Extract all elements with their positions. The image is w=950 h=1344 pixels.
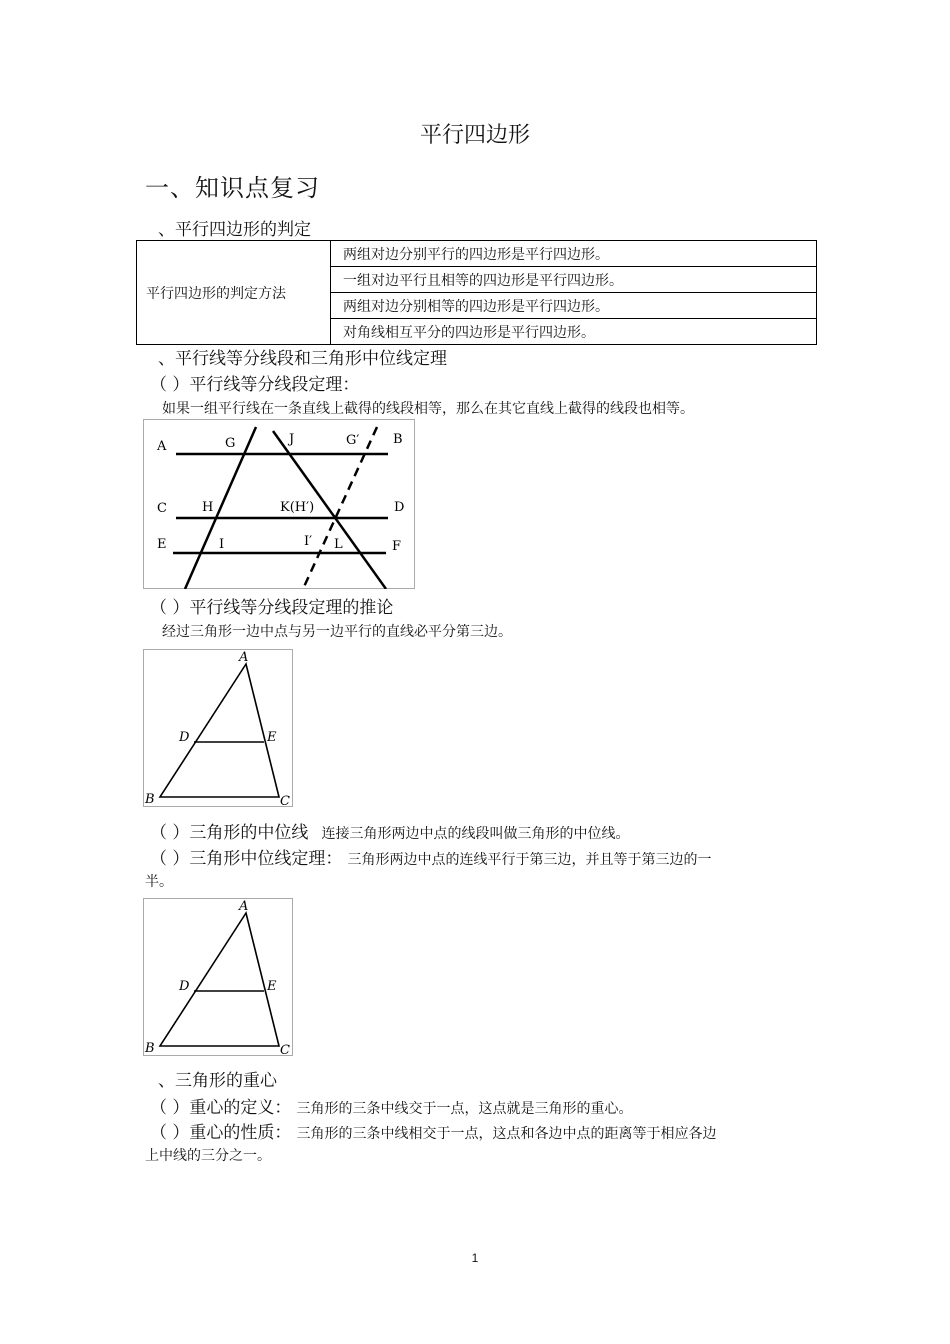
label-c: C [157, 501, 167, 516]
centroid-prop-text-cont: 上中线的三分之一。 [145, 1148, 271, 1164]
label-k: K(H′) [280, 500, 315, 515]
triangle-figure-1 [143, 649, 293, 807]
midline-thm-line [150, 844, 712, 869]
parallel-lines-figure [143, 419, 415, 589]
tri-label-b: B [145, 792, 155, 807]
midline-def-text: 连接三角形两边中点的线段叫做三角形的中位线。 [321, 826, 630, 842]
tri-label-b: B [145, 1041, 155, 1056]
criteria-row: 两组对边分别相等的四边形是平行四边形。 [331, 293, 817, 319]
criteria-row: 两组对边分别平行的四边形是平行四边形。 [331, 241, 817, 267]
criteria-table [136, 240, 817, 345]
label-b: B [393, 432, 403, 447]
criteria-table-label: 平行四边形的判定方法 [137, 241, 331, 345]
label-h: H [202, 500, 214, 515]
triangle-abc [160, 664, 279, 797]
page-title: 平行四边形 [419, 123, 530, 148]
label-g: G [225, 436, 236, 451]
tri-label-c: C [280, 1043, 290, 1056]
subsection-heading-criteria: 、平行四边形的判定 [158, 220, 311, 240]
triangle-figure-2 [143, 898, 293, 1056]
label-j: J [289, 432, 295, 447]
figure-frame [144, 899, 293, 1056]
page-number: 1 [471, 1251, 479, 1265]
transversal-gi [185, 427, 256, 589]
midline-def-line [150, 818, 630, 843]
tri-label-e: E [267, 730, 277, 745]
label-g-prime: G′ [346, 433, 360, 448]
centroid-def-line [150, 1093, 633, 1118]
criteria-row: 对角线相互平分的四边形是平行四边形。 [331, 319, 817, 345]
figure-frame [144, 650, 293, 807]
centroid-prop-line [150, 1118, 717, 1143]
tri-label-d: D [179, 979, 190, 994]
tri-label-a: A [239, 650, 249, 665]
centroid-def-text: 三角形的三条中线交于一点，这点就是三角形的重心。 [296, 1101, 633, 1117]
label-i: I [219, 537, 225, 552]
tri-label-d: D [179, 730, 190, 745]
label-e: E [157, 537, 167, 552]
corollary-heading: （ ）平行线等分线段定理的推论 [150, 598, 394, 618]
tri-label-c: C [280, 794, 290, 807]
subsection-heading-parallel: 、平行线等分线段和三角形中位线定理 [158, 349, 447, 369]
theorem-heading: （ ）平行线等分线段定理： [150, 375, 360, 395]
midline-thm-text: 三角形两边中点的连线平行于第三边，并且等于第三边的一 [347, 852, 712, 868]
subsection-heading-centroid: 、三角形的重心 [158, 1071, 277, 1091]
triangle-abc [160, 913, 279, 1046]
label-f: F [392, 539, 402, 554]
theorem-text: 如果一组平行线在一条直线上截得的线段相等，那么在其它直线上截得的线段也相等。 [162, 401, 694, 417]
label-d: D [394, 500, 405, 515]
tri-label-e: E [267, 979, 277, 994]
centroid-def-heading: （ ）重心的定义： [150, 1098, 292, 1118]
section-heading: 一、知识点复习 [145, 174, 320, 202]
midline-def-heading: （ ）三角形的中位线 [150, 823, 309, 843]
criteria-row: 一组对边平行且相等的四边形是平行四边形。 [331, 267, 817, 293]
tri-label-a: A [239, 899, 249, 914]
label-a: A [157, 439, 167, 454]
centroid-prop-text: 三角形的三条中线相交于一点，这点和各边中点的距离等于相应各边 [296, 1126, 717, 1142]
label-i-prime: I′ [304, 534, 313, 549]
corollary-text: 经过三角形一边中点与另一边平行的直线必平分第三边。 [162, 624, 512, 640]
label-l: L [334, 537, 343, 552]
centroid-prop-heading: （ ）重心的性质： [150, 1123, 292, 1143]
figure-frame [144, 420, 415, 589]
midline-thm-text-cont: 半。 [145, 874, 173, 890]
midline-thm-heading: （ ）三角形中位线定理： [150, 849, 343, 869]
